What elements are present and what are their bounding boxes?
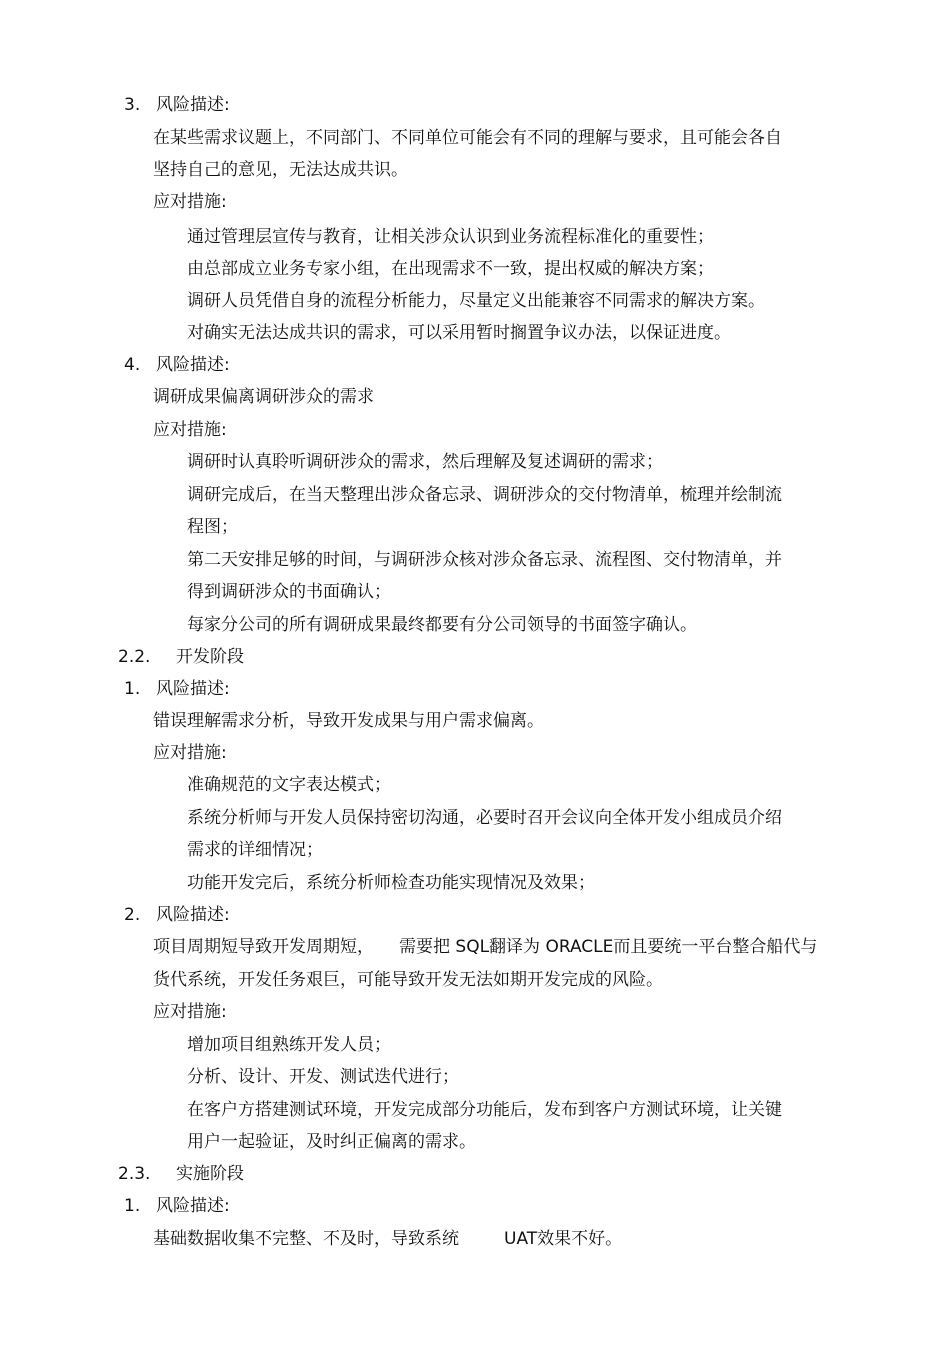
list-number: 4. bbox=[124, 355, 141, 375]
risk-description: 在某些需求议题上，不同部门、不同单位可能会有不同的理解与要求，且可能会各自 bbox=[153, 128, 782, 148]
measures-label: 应对措施: bbox=[153, 420, 227, 440]
section-title: 开发阶段 bbox=[176, 647, 244, 667]
risk-label: 风险描述: bbox=[156, 905, 230, 925]
list-number: 3. bbox=[124, 95, 141, 115]
measure-item: 通过管理层宣传与教育，让相关涉众认识到业务流程标准化的重要性； bbox=[187, 227, 714, 247]
measure-item: 每家分公司的所有调研成果最终都要有分公司领导的书面签字确认。 bbox=[187, 615, 697, 635]
section-number: 2.3. bbox=[118, 1164, 151, 1184]
measure-item: 准确规范的文字表达模式； bbox=[187, 775, 391, 795]
measure-item: 用户一起验证，及时纠正偏离的需求。 bbox=[187, 1132, 476, 1152]
risk-description: 需要把 SQL翻译为 ORACLE而且要统一平台整合船代与 bbox=[399, 937, 818, 957]
measure-item: 程图； bbox=[187, 517, 238, 537]
list-number: 2. bbox=[124, 905, 141, 925]
measure-item: 功能开发完后，系统分析师检查功能实现情况及效果； bbox=[187, 873, 595, 893]
measure-item: 在客户方搭建测试环境，开发完成部分功能后，发布到客户方测试环境，让关键 bbox=[187, 1100, 782, 1120]
measure-item: 调研人员凭借自身的流程分析能力，尽量定义出能兼容不同需求的解决方案。 bbox=[187, 291, 765, 311]
risk-description: UAT效果不好。 bbox=[504, 1229, 623, 1249]
risk-description: 项目周期短导致开发周期短， bbox=[153, 937, 374, 957]
measures-label: 应对措施: bbox=[153, 743, 227, 763]
risk-description: 坚持自己的意见，无法达成共识。 bbox=[153, 160, 408, 180]
measure-item: 分析、设计、开发、测试迭代进行； bbox=[187, 1067, 459, 1087]
risk-label: 风险描述: bbox=[156, 95, 230, 115]
measures-label: 应对措施: bbox=[153, 192, 227, 212]
measure-item: 调研时认真聆听调研涉众的需求，然后理解及复述调研的需求； bbox=[187, 452, 663, 472]
risk-label: 风险描述: bbox=[156, 1196, 230, 1216]
measure-item: 增加项目组熟练开发人员； bbox=[187, 1035, 391, 1055]
risk-label: 风险描述: bbox=[156, 679, 230, 699]
measure-item: 由总部成立业务专家小组，在出现需求不一致，提出权威的解决方案； bbox=[187, 259, 714, 279]
section-number: 2.2. bbox=[118, 647, 151, 667]
risk-label: 风险描述: bbox=[156, 355, 230, 375]
risk-description: 调研成果偏离调研涉众的需求 bbox=[153, 387, 374, 407]
risk-description: 错误理解需求分析，导致开发成果与用户需求偏离。 bbox=[153, 711, 544, 731]
measure-item: 需求的详细情况； bbox=[187, 840, 323, 860]
measure-item: 第二天安排足够的时间，与调研涉众核对涉众备忘录、流程图、交付物清单，并 bbox=[187, 550, 782, 570]
list-number: 1. bbox=[124, 1196, 141, 1216]
measures-label: 应对措施: bbox=[153, 1002, 227, 1022]
measure-item: 对确实无法达成共识的需求，可以采用暂时搁置争议办法，以保证进度。 bbox=[187, 323, 731, 343]
risk-description: 货代系统，开发任务艰巨，可能导致开发无法如期开发完成的风险。 bbox=[153, 970, 663, 990]
measure-item: 调研完成后，在当天整理出涉众备忘录、调研涉众的交付物清单，梳理并绘制流 bbox=[187, 485, 782, 505]
risk-description: 基础数据收集不完整、不及时，导致系统 bbox=[153, 1229, 459, 1249]
measure-item: 系统分析师与开发人员保持密切沟通，必要时召开会议向全体开发小组成员介绍 bbox=[187, 808, 782, 828]
list-number: 1. bbox=[124, 679, 141, 699]
measure-item: 得到调研涉众的书面确认； bbox=[187, 582, 391, 602]
section-title: 实施阶段 bbox=[176, 1164, 244, 1184]
